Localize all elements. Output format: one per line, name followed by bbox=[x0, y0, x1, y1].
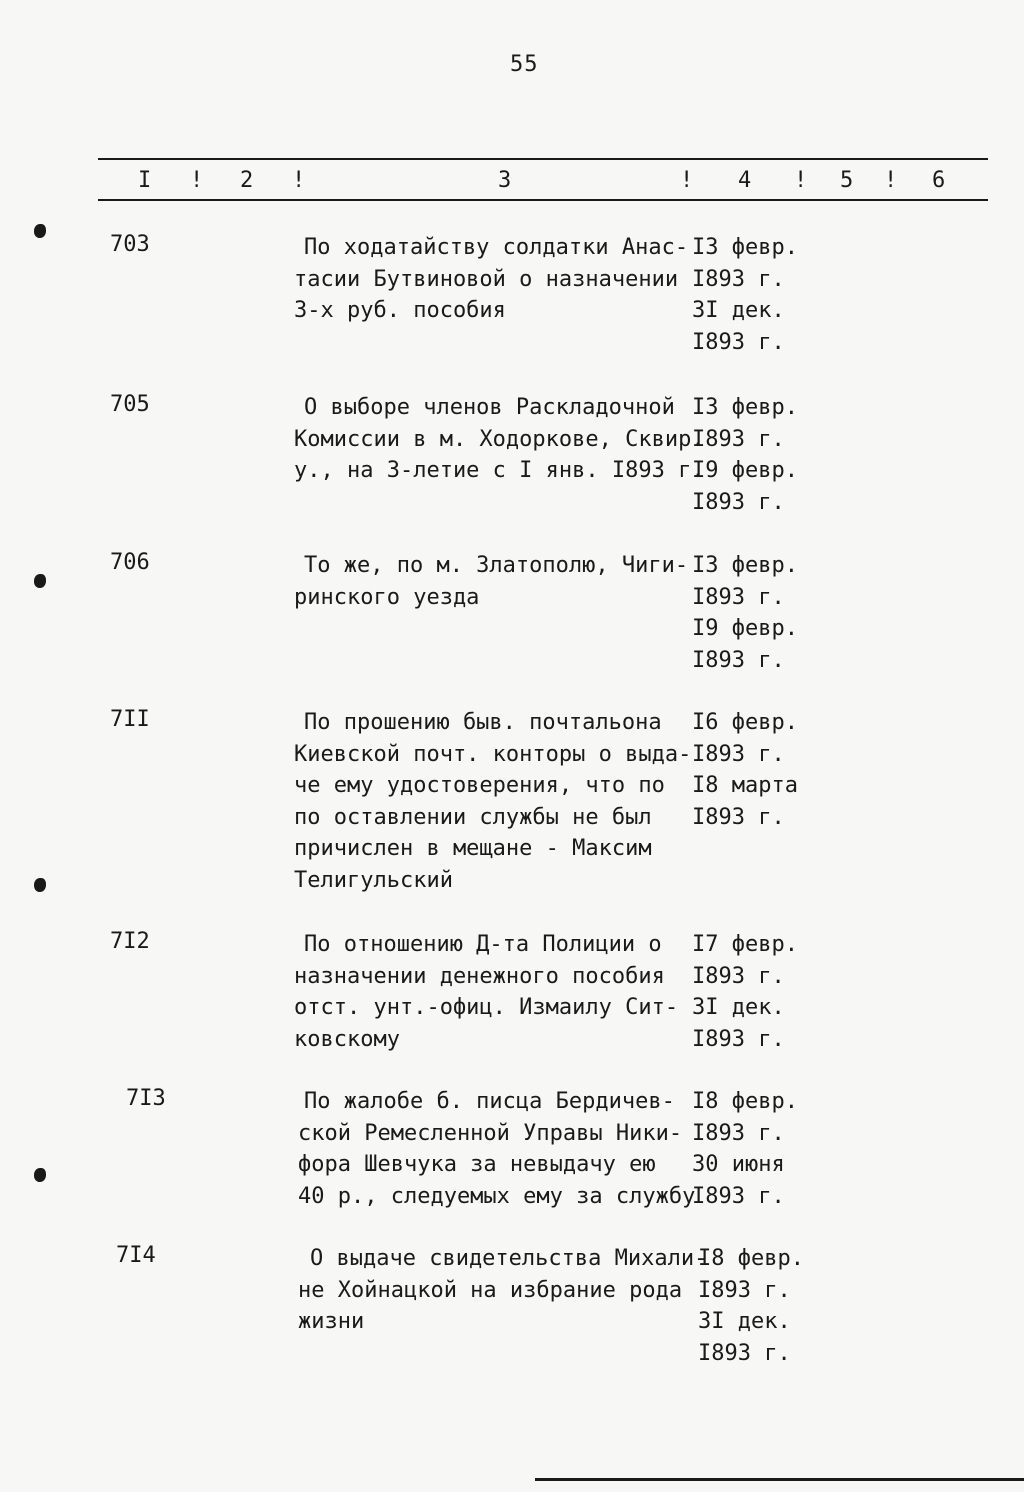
row-number: 706 bbox=[110, 550, 150, 575]
description-line: 40 р., следуемых ему за службу bbox=[298, 1183, 696, 1209]
description-line: не Хойнацкой на избрание рода bbox=[298, 1277, 683, 1303]
description-line: По прошению быв. почтальона bbox=[304, 710, 662, 735]
header-separator: ! bbox=[190, 168, 204, 193]
page-number: 55 bbox=[510, 52, 539, 77]
row-description bbox=[298, 1243, 710, 1338]
row-number: 705 bbox=[110, 392, 150, 417]
date-line: I3 февр. bbox=[692, 553, 798, 578]
date-line: I8 февр. bbox=[692, 1089, 798, 1114]
date-line: I893 г. bbox=[692, 584, 785, 610]
date-line: I3 февр. bbox=[692, 235, 798, 260]
header-col-1: I bbox=[138, 168, 152, 193]
description-line: Комиссии в м. Ходоркове, Сквир. bbox=[294, 426, 705, 452]
row-number: 7I4 bbox=[116, 1243, 156, 1268]
punch-hole-mark bbox=[34, 224, 46, 238]
date-line: I893 г. bbox=[692, 804, 785, 830]
header-separator: ! bbox=[884, 168, 898, 193]
header-col-3: 3 bbox=[498, 168, 512, 193]
header-col-2: 2 bbox=[240, 168, 254, 193]
row-dates bbox=[692, 550, 798, 676]
date-line: I6 февр. bbox=[692, 710, 798, 735]
row-description bbox=[294, 550, 704, 613]
description-line: по оставлении службы не был bbox=[294, 804, 652, 830]
description-line: фора Шевчука за невыдачу ею bbox=[298, 1152, 656, 1177]
row-dates bbox=[698, 1243, 804, 1369]
description-line: жизни bbox=[298, 1309, 365, 1334]
header-separator: ! bbox=[794, 168, 808, 193]
row-description bbox=[294, 707, 704, 896]
row-description bbox=[298, 1086, 704, 1212]
row-description bbox=[294, 929, 704, 1055]
date-line: I893 г. bbox=[692, 963, 785, 989]
header-col-5: 5 bbox=[840, 168, 854, 193]
table-header-rule bbox=[98, 199, 988, 201]
description-line: у., на 3-летие с I янв. I893 г. bbox=[294, 458, 705, 483]
row-dates bbox=[692, 232, 798, 358]
punch-hole-mark bbox=[34, 878, 46, 892]
header-separator: ! bbox=[680, 168, 694, 193]
description-line: Киевской почт. конторы о выда- bbox=[294, 741, 692, 767]
date-line: I893 г. bbox=[692, 426, 785, 452]
date-line: I893 г. bbox=[692, 1120, 785, 1146]
row-dates bbox=[692, 929, 798, 1055]
header-col-6: 6 bbox=[932, 168, 946, 193]
date-line: I9 февр. bbox=[692, 458, 798, 483]
description-line: 3-х руб. пособия bbox=[294, 298, 506, 323]
table-top-rule bbox=[98, 158, 988, 160]
date-line: I8 февр. bbox=[698, 1246, 804, 1271]
date-line: 30 июня bbox=[692, 1152, 785, 1177]
description-line: То же, по м. Златополю, Чиги- bbox=[304, 553, 689, 578]
description-line: О выдаче свидетельства Михали- bbox=[310, 1246, 708, 1271]
description-line: ковскому bbox=[294, 1026, 400, 1052]
date-line: I893 г. bbox=[692, 329, 785, 355]
date-line: I893 г. bbox=[692, 266, 785, 292]
date-line: I3 февр. bbox=[692, 395, 798, 420]
description-line: ринского уезда bbox=[294, 584, 480, 610]
date-line: I893 г. bbox=[692, 1026, 785, 1052]
header-separator: ! bbox=[292, 168, 306, 193]
description-line: назначении денежного пособия bbox=[294, 963, 665, 989]
row-description bbox=[294, 392, 705, 487]
punch-hole-mark bbox=[34, 1168, 46, 1182]
description-line: причислен в мещане - Максим bbox=[294, 836, 652, 861]
date-line: I893 г. bbox=[698, 1340, 791, 1366]
date-line: I9 февр. bbox=[692, 616, 798, 641]
date-line: I893 г. bbox=[692, 489, 785, 515]
description-line: Телигульский bbox=[294, 867, 453, 893]
bottom-edge-line bbox=[535, 1478, 1024, 1481]
description-line: По отношению Д-та Полиции о bbox=[304, 932, 662, 957]
row-number: 703 bbox=[110, 232, 150, 257]
row-dates bbox=[692, 1086, 798, 1212]
date-line: I893 г. bbox=[692, 741, 785, 767]
date-line: 3I дек. bbox=[698, 1309, 791, 1334]
row-description bbox=[294, 232, 704, 327]
date-line: I893 г. bbox=[692, 1183, 785, 1209]
row-dates bbox=[692, 707, 798, 833]
date-line: 3I дек. bbox=[692, 995, 785, 1020]
description-line: тасии Бутвиновой о назначении bbox=[294, 266, 679, 292]
row-number: 7I2 bbox=[110, 929, 150, 954]
date-line: I7 февр. bbox=[692, 932, 798, 957]
description-line: ской Ремесленной Управы Ники- bbox=[298, 1120, 683, 1146]
description-line: По жалобе б. писца Бердичев- bbox=[304, 1089, 675, 1114]
date-line: I893 г. bbox=[692, 647, 785, 673]
date-line: I893 г. bbox=[698, 1277, 791, 1303]
punch-hole-mark bbox=[34, 574, 46, 588]
description-line: отст. унт.-офиц. Измаилу Сит- bbox=[294, 995, 679, 1020]
date-line: I8 марта bbox=[692, 773, 798, 798]
header-col-4: 4 bbox=[738, 168, 752, 193]
description-line: О выборе членов Раскладочной bbox=[304, 395, 675, 420]
row-dates bbox=[692, 392, 798, 518]
description-line: По ходатайству солдатки Анас- bbox=[304, 235, 689, 260]
row-number: 7I3 bbox=[126, 1086, 166, 1111]
description-line: че ему удостоверения, что по bbox=[294, 773, 665, 798]
date-line: 3I дек. bbox=[692, 298, 785, 323]
row-number: 7II bbox=[110, 707, 150, 732]
